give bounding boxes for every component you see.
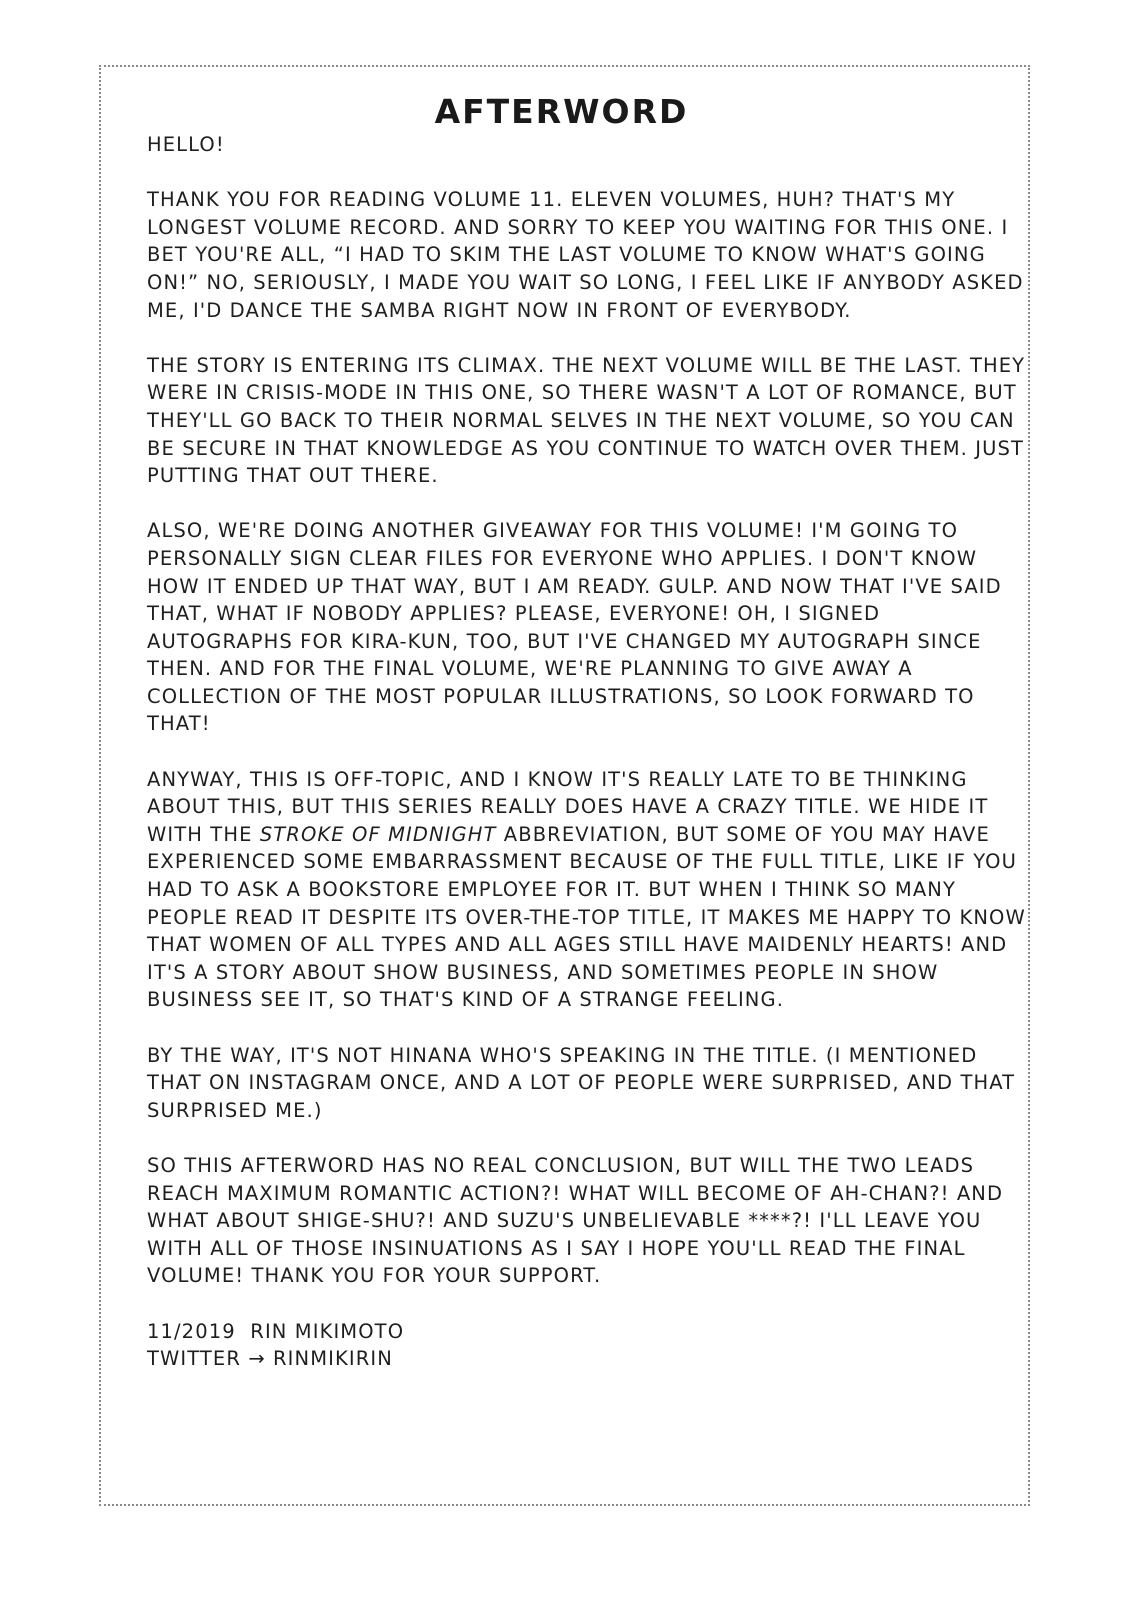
paragraph-3: ALSO, WE'RE DOING ANOTHER GIVEAWAY FOR THIS VOLUME! I'M GOING TO PERSONALLY SIGN CLEAR FILES FOR EVERYONE WHO APPLIES. I DON'T KNOW HOW IT ENDED UP THAT WAY, BUT I AM READY. GULP. AND NOW THAT I'VE SAID THAT, WHAT IF NOBODY APPLIES? PLEASE, EVERYONE! OH, I SIGNED AUTOGRAPHS FOR KIRA-KUN, TOO, BUT I'VE CHANGED MY AUTOGRAPH SINCE THEN. AND FOR THE FINAL VOLUME, WE'RE PLANNING TO GIVE AWAY A COLLECTION OF THE MOST POPULAR ILLUSTRATIONS, SO LOOK FORWARD TO THAT!: [147, 519, 1002, 736]
afterword-body: [147, 131, 1027, 1373]
paragraph-6: SO THIS AFTERWORD HAS NO REAL CONCLUSION, BUT WILL THE TWO LEADS REACH MAXIMUM ROMANTIC ACTION?! WHAT WILL BECOME OF AH-CHAN?! AND WHAT ABOUT SHIGE-SHU?! AND SUZU'S UNBELIEVABLE ****?! I'LL LEAVE YOU WITH ALL OF THOSE INSINUATIONS AS I SAY I HOPE YOU'LL READ THE FINAL VOLUME! THANK YOU FOR YOUR SUPPORT.: [147, 1153, 1004, 1288]
signature-date-author: 11/2019 RIN MIKIMOTO: [147, 1319, 405, 1343]
paragraph-1: THANK YOU FOR READING VOLUME 11. ELEVEN VOLUMES, HUH? THAT'S MY LONGEST VOLUME RECORD. AND SORRY TO KEEP YOU WAITING FOR THIS ONE. I BET YOU'RE ALL, “I HAD TO SKIM THE LAST VOLUME TO KNOW WHAT'S GOING ON!” NO, SERIOUSLY, I MADE YOU WAIT SO LONG, I FEEL LIKE IF ANYBODY ASKED ME, I'D DANCE THE SAMBA RIGHT NOW IN FRONT OF EVERYBODY.: [147, 188, 1024, 322]
page-title: AFTERWORD: [434, 92, 689, 131]
paragraph-5: BY THE WAY, IT'S NOT HINANA WHO'S SPEAKING IN THE TITLE. (I MENTIONED THAT ON INSTAGRAM ONCE, AND A LOT OF PEOPLE WERE SURPRISED, AND THAT SURPRISED ME.): [147, 1043, 1016, 1122]
paragraph-4: [147, 766, 1027, 1014]
series-title-italic: STROKE OF MIDNIGHT: [259, 822, 497, 846]
greeting: HELLO!: [147, 133, 225, 156]
paragraph-2: THE STORY IS ENTERING ITS CLIMAX. THE NEXT VOLUME WILL BE THE LAST. THEY WERE IN CRISIS-MODE IN THIS ONE, SO THERE WASN'T A LOT OF ROMANCE, BUT THEY'LL GO BACK TO THEIR NORMAL SELVES IN THE NEXT VOLUME, SO YOU CAN BE SECURE IN THAT KNOWLEDGE AS YOU CONTINUE TO WATCH OVER THEM. JUST PUTTING THAT OUT THERE.: [147, 353, 1026, 488]
signature-twitter: TWITTER → RINMIKIRIN: [147, 1347, 393, 1371]
paragraph-4-before: ANYWAY, THIS IS OFF-TOPIC, AND I KNOW IT'S REALLY LATE TO BE THINKING ABOUT THIS, BUT THIS SERIES REALLY DOES HAVE A CRAZY TITLE. WE HIDE IT WITH THE: [147, 767, 989, 846]
paragraph-4-after: ABBREVIATION, BUT SOME OF YOU MAY HAVE EXPERIENCED SOME EMBARRASSMENT BECAUSE OF THE FULL TITLE, LIKE IF YOU HAD TO ASK A BOOKSTORE EMPLOYEE FOR IT. BUT WHEN I THINK SO MANY PEOPLE READ IT DESPITE ITS OVER-THE-TOP TITLE, IT MAKES ME HAPPY TO KNOW THAT WOMEN OF ALL TYPES AND ALL AGES STILL HAVE MAIDENLY HEARTS! AND IT'S A STORY ABOUT SHOW BUSINESS, AND SOMETIMES PEOPLE IN SHOW BUSINESS SEE IT, SO THAT'S KIND OF A STRANGE FEELING.: [147, 822, 1026, 1012]
